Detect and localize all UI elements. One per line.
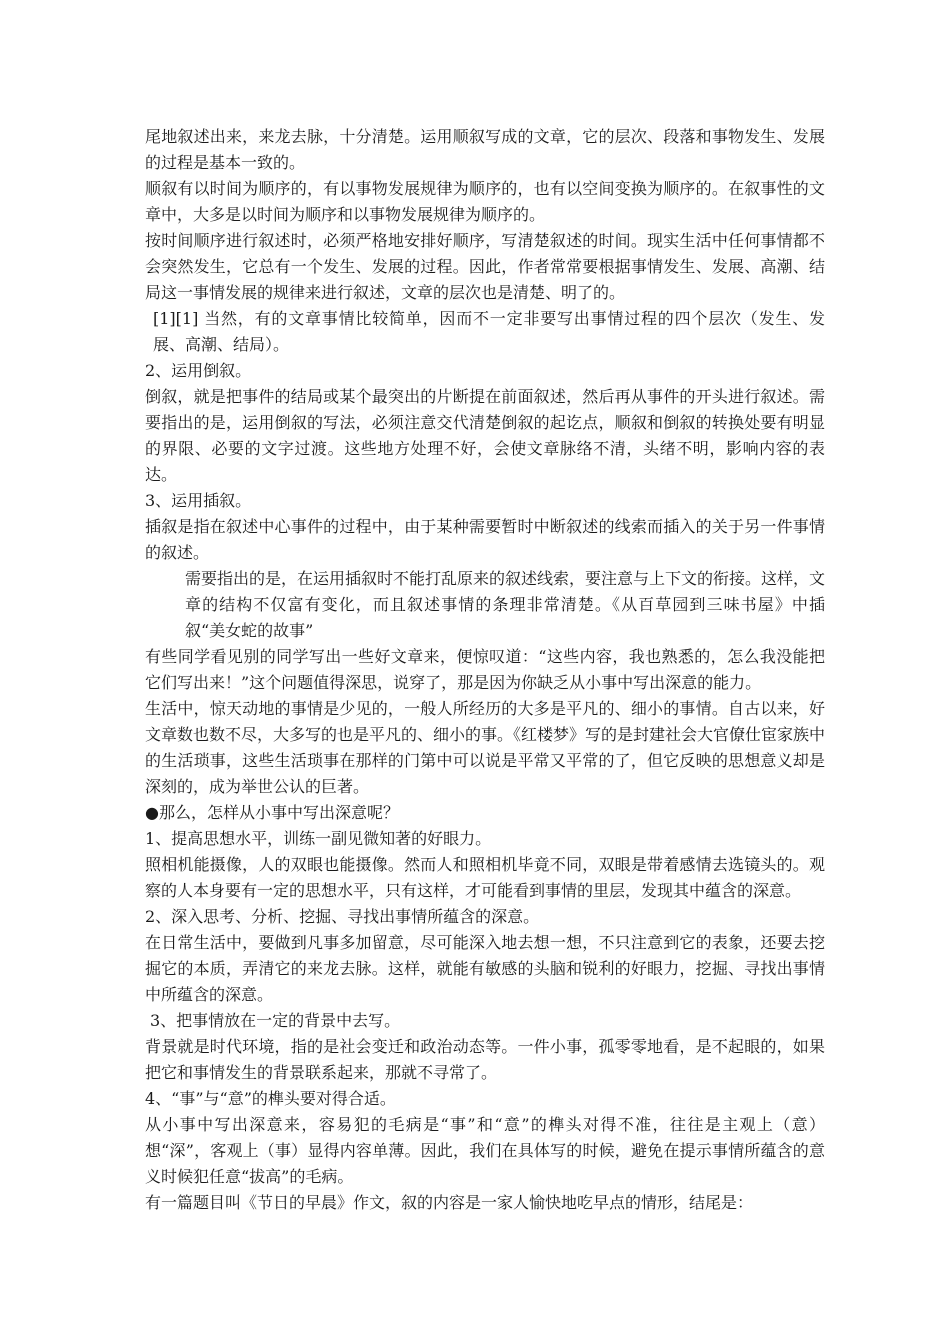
- paragraph: 倒叙，就是把事件的结局或某个最突出的片断提在前面叙述，然后再从事件的开头进行叙述。需要指出的是，运用倒叙的写法，必须注意交代清楚倒叙的起讫点，顺叙和倒叙的转换处要有明显的界限、必要的文字过渡。这些地方处理不好，会使文章脉络不清，头绪不明，影响内容的表达。: [145, 387, 825, 484]
- paragraph: 尾地叙述出来，来龙去脉，十分清楚。运用顺叙写成的文章，它的层次、段落和事物发生、发展的过程是基本一致的。: [145, 127, 825, 172]
- bullet-question: ●那么，怎样从小事中写出深意呢？: [145, 803, 399, 822]
- paragraph: 背景就是时代环境，指的是社会变迁和政治动态等。一件小事，孤零零地看，是不起眼的，如果把它和事情发生的背景联系起来，那就不寻常了。: [145, 1037, 825, 1082]
- section-heading-4: 4、“事”与“意”的榫头要对得合适。: [145, 1089, 396, 1108]
- paragraph: 有些同学看见别的同学写出一些好文章来，便惊叹道：“这些内容，我也熟悉的，怎么我没能把它们写出来！”这个问题值得深思，说穿了，那是因为你缺乏从小事中写出深意的能力。: [145, 647, 825, 692]
- paragraph: 有一篇题目叫《节日的早晨》作文，叙的内容是一家人愉快地吃早点的情形，结尾是：: [145, 1193, 754, 1212]
- paragraph: 按时间顺序进行叙述时，必须严格地安排好顺序，写清楚叙述的时间。现实生活中任何事情都不会突然发生，它总有一个发生、发展的过程。因此，作者常常要根据事情发生、发展、高潮、结局这一事情发展的规律来进行叙述，文章的层次也是清楚、明了的。: [145, 231, 825, 302]
- paragraph-footnote-ref: [1][1] 当然，有的文章事情比较简单，因而不一定非要写出事情过程的四个层次（发生、发展、高潮、结局）。: [153, 309, 825, 354]
- paragraph: 从小事中写出深意来，容易犯的毛病是“事”和“意”的榫头对得不准，往往是主观上（意）想“深”，客观上（事）显得内容单薄。因此，我们在具体写的时候，避免在提示事情所蕴含的意义时候犯任意“拔高”的毛病。: [145, 1115, 825, 1186]
- section-heading-flashback: 2、运用倒叙。: [145, 361, 252, 380]
- document-body: [145, 124, 825, 1216]
- section-heading-2: 2、深入思考、分析、挖掘、寻找出事情所蕴含的深意。: [145, 907, 540, 926]
- section-heading-1: 1、提高思想水平，训练一副见微知著的好眼力。: [145, 829, 492, 848]
- paragraph: 插叙是指在叙述中心事件的过程中，由于某种需要暂时中断叙述的线索而插入的关于另一件事情的叙述。: [145, 517, 825, 562]
- paragraph: 需要指出的是，在运用插叙时不能打乱原来的叙述线索，要注意与上下文的衔接。这样，文章的结构不仅富有变化，而且叙述事情的条理非常清楚。《从百草园到三味书屋》中插叙“美女蛇的故事”: [185, 569, 826, 640]
- paragraph: 生活中，惊天动地的事情是少见的，一般人所经历的大多是平凡的、细小的事情。自古以来，好文章数也数不尽，大多写的也是平凡的、细小的事。《红楼梦》写的是封建社会大官僚仕宦家族中的生活琐事，这些生活琐事在那样的门第中可以说是平常又平常的了，但它反映的思想意义却是深刻的，成为举世公认的巨著。: [145, 699, 826, 796]
- paragraph: 在日常生活中，要做到凡事多加留意，尽可能深入地去想一想，不只注意到它的表象，还要去挖掘它的本质，弄清它的来龙去脉。这样，就能有敏感的头脑和锐利的好眼力，挖掘、寻找出事情中所蕴含的深意。: [145, 933, 825, 1004]
- section-heading-interpolation: 3、运用插叙。: [145, 491, 252, 510]
- paragraph: 顺叙有以时间为顺序的，有以事物发展规律为顺序的，也有以空间变换为顺序的。在叙事性的文章中，大多是以时间为顺序和以事物发展规律为顺序的。: [145, 179, 825, 224]
- paragraph: 照相机能摄像，人的双眼也能摄像。然而人和照相机毕竟不同，双眼是带着感情去选镜头的。观察的人本身要有一定的思想水平，只有这样，才可能看到事情的里层，发现其中蕴含的深意。: [145, 855, 825, 900]
- section-heading-3: 3、把事情放在一定的背景中去写。: [150, 1011, 401, 1030]
